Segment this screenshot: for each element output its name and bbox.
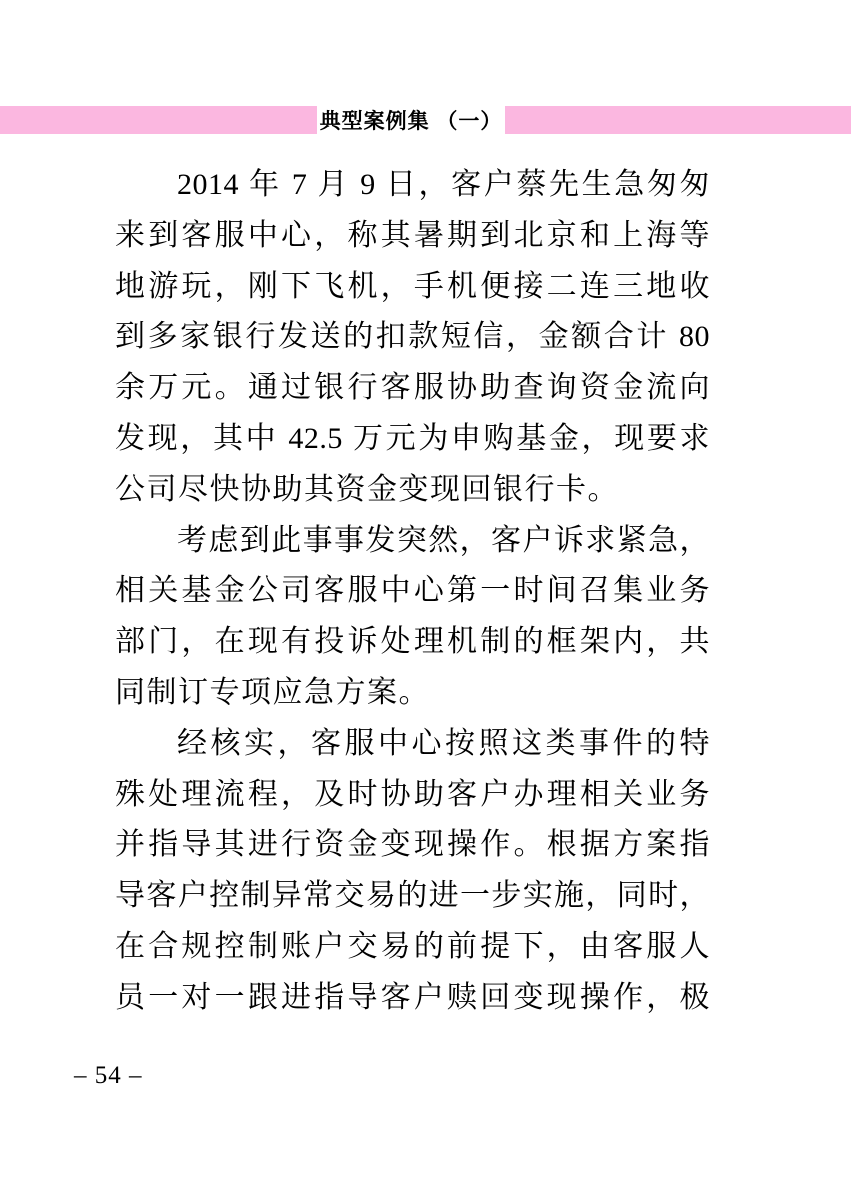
text-line: 到多家银行发送的扣款短信，金额合计 80 bbox=[115, 320, 710, 354]
header-bar-right bbox=[505, 106, 851, 134]
header-bar-left bbox=[0, 106, 317, 134]
page-body bbox=[115, 160, 710, 1024]
running-head bbox=[0, 106, 851, 134]
text-line: 发现，其中 42.5 万元为申购基金，现要求 bbox=[115, 421, 710, 455]
text-line: 地游玩，刚下飞机，手机便接二连三地收 bbox=[115, 269, 710, 303]
text-line: 余万元。通过银行客服协助查询资金流向 bbox=[115, 371, 710, 405]
page-number: – 54 – bbox=[74, 1062, 143, 1089]
text-line: 经核实，客服中心按照这类事件的特 bbox=[177, 726, 710, 760]
text-line: 考虑到此事事发突然，客户诉求紧急， bbox=[177, 523, 710, 557]
header-title-wrap bbox=[317, 106, 505, 134]
text-line: 相关基金公司客服中心第一时间召集业务 bbox=[115, 574, 710, 608]
text-line: 殊处理流程，及时协助客户办理相关业务 bbox=[115, 777, 710, 811]
text-line: 公司尽快协助其资金变现回银行卡。 bbox=[115, 472, 619, 506]
text-line: 同制订专项应急方案。 bbox=[115, 675, 430, 709]
text-line: 员一对一跟进指导客户赎回变现操作，极 bbox=[115, 980, 710, 1014]
text-line: 来到客服中心，称其暑期到北京和上海等 bbox=[115, 218, 710, 252]
text-line: 在合规控制账户交易的前提下，由客服人 bbox=[115, 929, 710, 963]
text-line: 2014 年 7 月 9 日，客户蔡先生急匆匆 bbox=[177, 168, 710, 201]
text-line: 导客户控制异常交易的进一步实施，同时， bbox=[115, 879, 710, 913]
text-line: 并指导其进行资金变现操作。根据方案指 bbox=[115, 828, 710, 862]
header-title: 典型案例集 （一） bbox=[319, 110, 503, 133]
text-line: 部门，在现有投诉处理机制的框架内，共 bbox=[115, 625, 710, 659]
